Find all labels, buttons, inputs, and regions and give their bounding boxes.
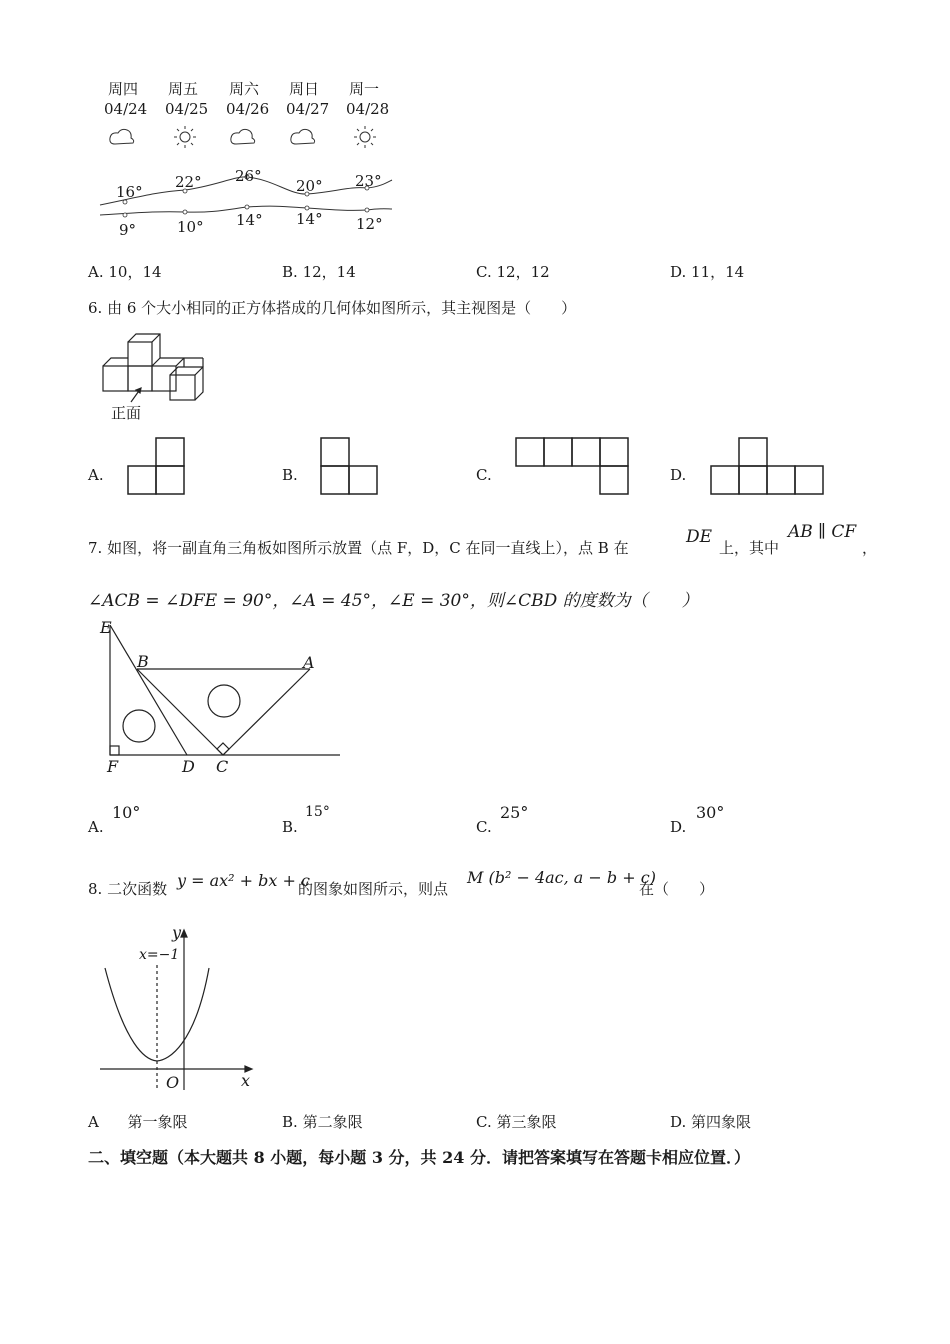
weather-date-1: 04/24 <box>104 100 148 118</box>
q7-option-d[interactable]: D. <box>670 818 687 836</box>
q7-stem-part1: 7. 如图，将一副直角三角板如图所示放置（点 F，D，C 在同一直线上），点 B 在 <box>88 539 629 557</box>
weather-date-4: 04/27 <box>286 100 330 118</box>
label-b: B <box>137 652 149 671</box>
low-point <box>365 208 369 212</box>
q6-option-a-figure[interactable] <box>126 436 188 496</box>
low-point <box>183 210 187 214</box>
low-temp-4: 14° <box>296 210 323 228</box>
weather-day-3: 周六 <box>229 80 260 98</box>
q6-option-a[interactable]: A. <box>88 466 104 484</box>
weather-day-4: 周日 <box>289 80 320 98</box>
q7-option-b-value[interactable]: 15° <box>305 804 330 820</box>
q8-option-c[interactable]: C. 第三象限 <box>476 1113 557 1131</box>
low-temp-2: 10° <box>177 218 204 236</box>
low-point <box>123 213 127 217</box>
cloud-icon <box>231 129 255 144</box>
q6-option-d[interactable]: D. <box>670 466 687 484</box>
high-temp-4: 20° <box>296 177 323 195</box>
label-e: E <box>100 618 112 637</box>
q8-function: y = ax² + bx + c <box>177 871 310 890</box>
low-temp-5: 12° <box>356 215 383 233</box>
q6-option-c[interactable]: C. <box>476 466 492 484</box>
high-temp-1: 16° <box>116 183 143 201</box>
sun-icon <box>354 126 376 148</box>
q7-parallel: AB ∥ CF <box>788 522 857 542</box>
label-c: C <box>216 757 229 776</box>
weather-date-2: 04/25 <box>165 100 209 118</box>
q8-stem-part1: 8. 二次函数 <box>88 880 168 898</box>
q6-stem: 6. 由 6 个大小相同的正方体搭成的几何体如图所示，其主视图是（ ） <box>88 299 577 317</box>
q8-option-b[interactable]: B. 第二象限 <box>282 1113 363 1131</box>
sun-icon <box>174 126 196 148</box>
q7-triangle-figure <box>95 615 350 775</box>
label-f: F <box>107 757 119 776</box>
weather-day-5: 周一 <box>349 80 380 98</box>
q8-stem-part3: 在（ ） <box>639 880 715 898</box>
weather-day-1: 周四 <box>108 80 139 98</box>
q7-option-a[interactable]: A. <box>88 818 104 836</box>
q7-option-b[interactable]: B. <box>282 818 298 836</box>
q5-option-a[interactable]: A. 10，14 <box>88 263 162 281</box>
q8-point: M (b² − 4ac, a − b + c) <box>467 868 656 887</box>
q7-de: DE <box>686 527 713 547</box>
weather-date-5: 04/28 <box>346 100 390 118</box>
q7-option-c-value[interactable]: 25° <box>500 803 529 822</box>
graph-x-label: x <box>241 1071 251 1090</box>
cloud-icon <box>110 129 134 144</box>
graph-origin-label: O <box>166 1073 180 1092</box>
high-temp-5: 23° <box>355 172 382 190</box>
q6-option-b[interactable]: B. <box>282 466 298 484</box>
graph-y-label: y <box>172 923 182 942</box>
weather-date-3: 04/26 <box>226 100 270 118</box>
q7-option-c[interactable]: C. <box>476 818 492 836</box>
low-temp-3: 14° <box>236 211 263 229</box>
q8-option-a[interactable]: A 第一象限 <box>88 1113 188 1131</box>
section-2-title: 二、填空题（本大题共 8 小题，每小题 3 分，共 24 分．请把答案填写在答题卡相应位置．） <box>88 1148 750 1167</box>
front-label: 正面 <box>111 404 142 422</box>
high-temp-2: 22° <box>175 173 202 191</box>
q6-option-c-figure[interactable] <box>514 436 632 496</box>
q5-option-b[interactable]: B. 12，14 <box>282 263 356 281</box>
q7-option-d-value[interactable]: 30° <box>696 803 725 822</box>
q8-stem-part2: 的图象如图所示，则点 <box>298 880 449 898</box>
y-axis-arrow-icon <box>181 930 187 937</box>
q7-comma: ， <box>862 539 878 557</box>
q7-option-a-value[interactable]: 10° <box>112 803 141 822</box>
q7-angles-line: ∠ACB = ∠DFE = 90°，∠A = 45°，∠E = 30°，则∠CBD 的度数为（ ） <box>88 591 699 611</box>
low-temp-1: 9° <box>119 221 137 239</box>
low-point <box>245 205 249 209</box>
weather-day-2: 周五 <box>168 80 199 98</box>
q5-option-c[interactable]: C. 12，12 <box>476 263 550 281</box>
label-a: A <box>303 653 315 672</box>
q8-option-d[interactable]: D. 第四象限 <box>670 1113 752 1131</box>
high-temp-3: 26° <box>235 167 262 185</box>
cloud-icon <box>291 129 315 144</box>
q6-option-b-figure[interactable] <box>319 436 381 496</box>
q6-option-d-figure[interactable] <box>709 436 827 496</box>
q7-stem-part2: 上，其中 <box>719 539 780 557</box>
label-d: D <box>182 757 195 776</box>
graph-axis-label: x=−1 <box>139 947 180 963</box>
q5-option-d[interactable]: D. 11，14 <box>670 263 745 281</box>
